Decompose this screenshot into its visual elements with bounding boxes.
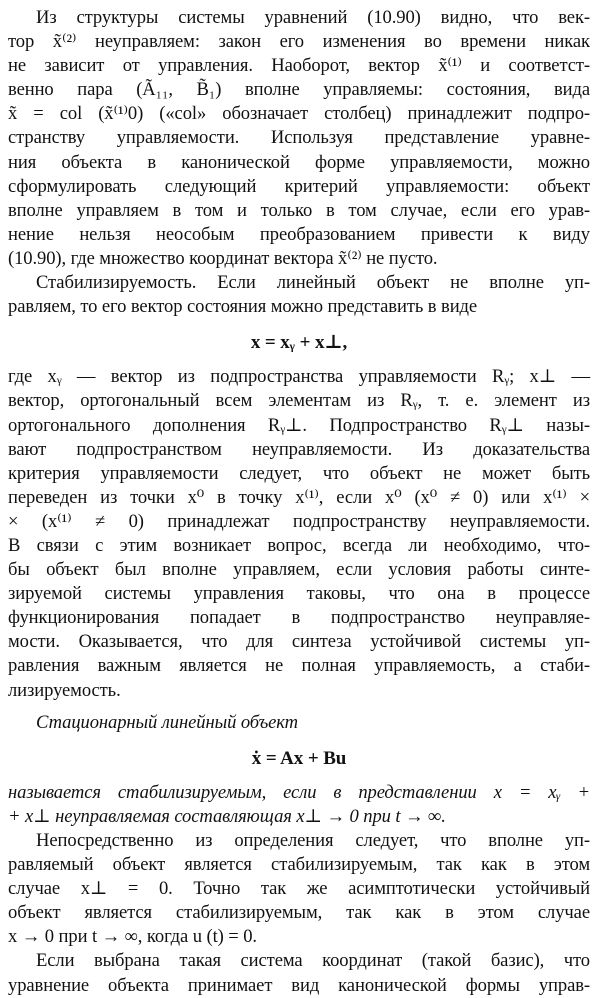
text-line: вектор, ортогональный всем элементам из Rᵧ, т. е. элемент из bbox=[8, 390, 590, 412]
text-line: не зависит от управления. Наоборот, вектор x̃⁽¹⁾ и соответст- bbox=[8, 55, 590, 77]
text-line: мости. Оказывается, что для синтеза устойчивой системы уп- bbox=[8, 631, 590, 653]
text-line: вполне управляем в том и только в том случае, если его урав- bbox=[8, 199, 590, 221]
text-line: Непосредственно из определения следует, что вполне уп- bbox=[36, 830, 590, 851]
text-line: равления важным является не полная управляемость, а стаби- bbox=[8, 655, 590, 677]
text-line: уравнение объекта принимает вид канонической формы управ- bbox=[8, 974, 590, 996]
text-line: где xᵧ — вектор из подпространства управляемости Rᵧ; x⊥ — bbox=[8, 366, 590, 388]
text-line: называется стабилизируемым, если в представлении x = xᵧ + bbox=[8, 781, 590, 803]
text-line: сформулировать следующий критерий управляемости: объект bbox=[8, 175, 590, 197]
paragraph-canonical-form bbox=[8, 949, 590, 997]
text-line: объект является стабилизируемым, так как в этом случае bbox=[8, 902, 590, 924]
text-line: ния объекта в канонической форме управляемости, можно bbox=[8, 151, 590, 173]
text-line: лизируемость. bbox=[8, 679, 121, 701]
paragraph-stabilizability-intro bbox=[8, 271, 590, 319]
text-line: Стабилизируемость. Если линейный объект не вполне уп- bbox=[36, 272, 590, 294]
text-line: странству управляемости. Используя представление уравне- bbox=[8, 127, 590, 149]
text-line: зируемой системы управления таковы, что она в процессе bbox=[8, 583, 590, 605]
text-line: критерия управляемости следует, что объект не может быть bbox=[8, 462, 590, 484]
text-line: вают подпространством неуправляемости. Из доказательства bbox=[8, 438, 590, 460]
text-line: нение нельзя неособым преобразованием привести к виду bbox=[8, 223, 590, 245]
text-line: + x⊥ неуправляемая составляющая x⊥ → 0 при t → ∞. bbox=[8, 805, 446, 827]
paragraph-uncontrollability-subspace bbox=[8, 365, 590, 702]
text-line: переведен из точки x⁰ в точку x⁽¹⁾, если x⁰ (x⁰ ≠ 0) или x⁽¹⁾ × bbox=[8, 486, 590, 508]
text-line: В связи с этим возникает вопрос, всегда ли необходимо, что- bbox=[8, 534, 590, 556]
text-line: x̃ = col (x̃⁽¹⁾0) («col» обозначает столбец) принадлежит подпро- bbox=[8, 103, 590, 125]
paragraph-stabilizability-definition bbox=[8, 781, 590, 829]
formula-state-decomposition: x = xᵧ + x⊥, bbox=[250, 332, 348, 354]
paragraph-controllability-criterion bbox=[8, 6, 590, 271]
text-line: Из структуры системы уравнений (10.90) видно, что век- bbox=[36, 7, 590, 28]
text-line: равляем, то его вектор состояния можно представить в виде bbox=[8, 296, 478, 318]
text-line: (10.90), где множество координат вектора x̃⁽²⁾ не пусто. bbox=[8, 247, 438, 269]
text-line: функционирования попадает в подпространство неуправляе- bbox=[8, 607, 590, 629]
formula-state-equation: ẋ = Ax + Bu bbox=[251, 747, 347, 769]
definition-lead: Стационарный линейный объект bbox=[36, 711, 298, 733]
text-line: равляемый объект является стабилизируемым, так как в этом bbox=[8, 854, 590, 876]
text-line: x → 0 при t → ∞, когда u (t) = 0. bbox=[8, 926, 257, 948]
text-line: Если выбрана такая система координат (такой базис), что bbox=[36, 950, 590, 972]
text-line: ортогонального дополнения Rᵧ⊥. Подпространство Rᵧ⊥ назы- bbox=[8, 414, 590, 436]
text-line: случае x⊥ = 0. Точно так же асимптотически устойчивый bbox=[8, 878, 590, 900]
text-line: бы объект был вполне управляем, если условия работы синте- bbox=[8, 559, 590, 581]
paragraph-consequences bbox=[8, 829, 590, 949]
text-line: тор x̃⁽²⁾ неуправляем: закон его изменения во времени никак bbox=[8, 31, 590, 53]
text-line: венно пара (Ã₁₁, B̃₁) вполне управляемы: состояния, вида bbox=[8, 79, 590, 101]
text-line: × (x⁽¹⁾ ≠ 0) принадлежат подпространству неуправляемости. bbox=[8, 510, 590, 532]
